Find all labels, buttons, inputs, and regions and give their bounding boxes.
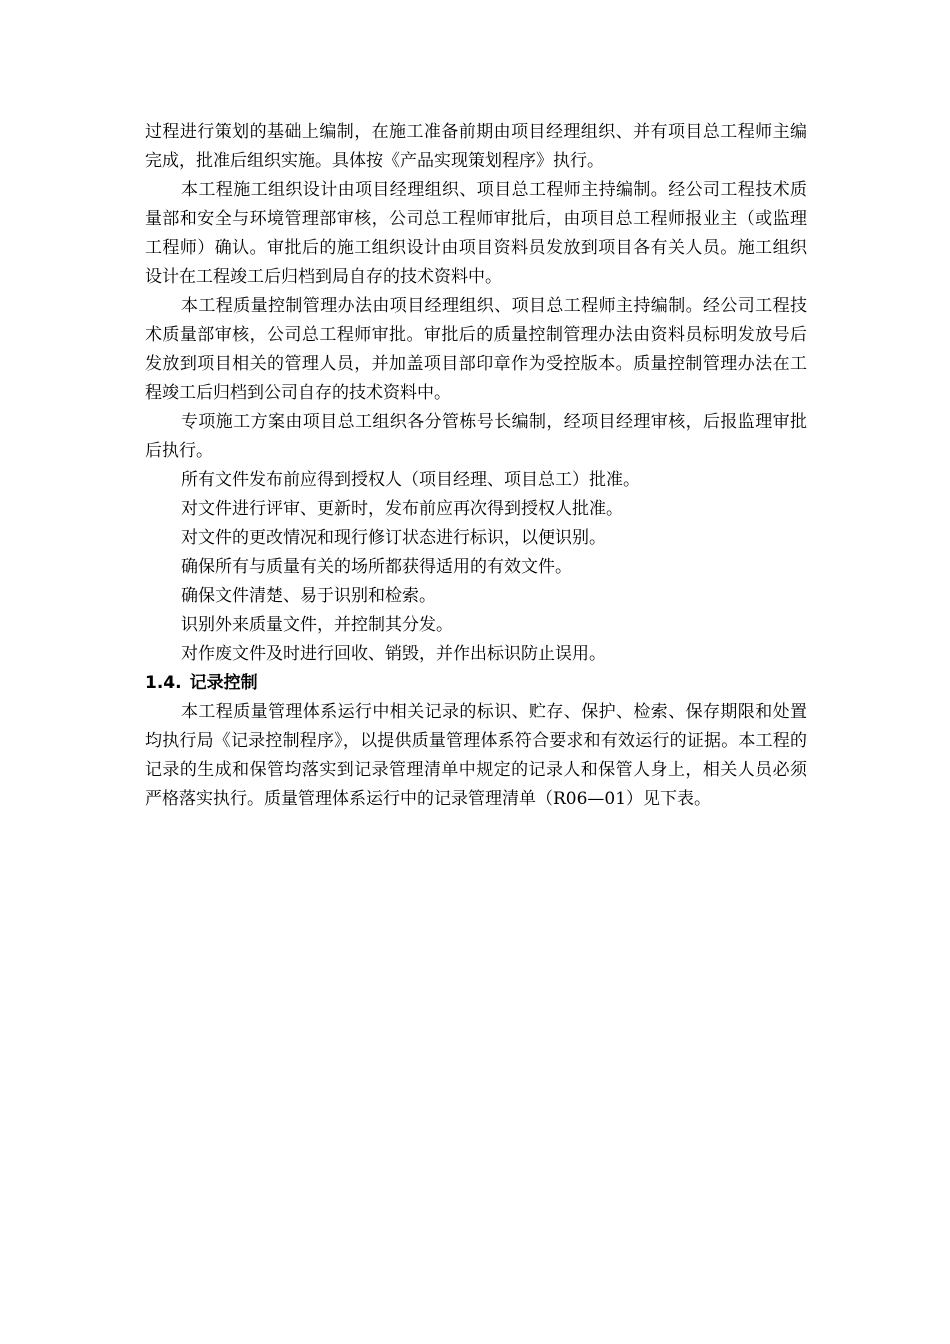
list-item: 对作废文件及时进行回收、销毁，并作出标识防止误用。 bbox=[181, 644, 606, 664]
paragraph: 本工程施工组织设计由项目经理组织、项目总工程师主持编制。经公司工程技术质量部和安全与环境管理部审核，公司总工程师审批后，由项目总工程师报业主（或监理工程师）确认。审批后的施工组织设计由项目资料员发放到项目各有关人员。施工组织设计在工程竣工后归档到局自存的技术资料中。 bbox=[145, 180, 807, 287]
paragraph: 过程进行策划的基础上编制，在施工准备前期由项目经理组织、并有项目总工程师主编完成，批准后组织实施。具体按《产品实现策划程序》执行。 bbox=[145, 122, 807, 171]
paragraph: 本工程质量控制管理办法由项目经理组织、项目总工程师主持编制。经公司工程技术质量部审核，公司总工程师审批。审批后的质量控制管理办法由资料员标明发放号后发放到项目相关的管理人员，并加盖项目部印章作为受控版本。质量控制管理办法在工程竣工后归档到公司自存的技术资料中。 bbox=[145, 296, 807, 403]
document-page bbox=[145, 118, 807, 814]
list-item: 确保文件清楚、易于识别和检索。 bbox=[181, 586, 436, 606]
list-item: 对文件的更改情况和现行修订状态进行标识，以便识别。 bbox=[181, 528, 606, 548]
list-item: 确保所有与质量有关的场所都获得适用的有效文件。 bbox=[181, 557, 572, 577]
section-heading bbox=[145, 669, 807, 698]
list-item: 对文件进行评审、更新时，发布前应再次得到授权人批准。 bbox=[181, 499, 623, 519]
section-title: 记录控制 bbox=[189, 673, 258, 693]
list-item: 所有文件发布前应得到授权人（项目经理、项目总工）批准。 bbox=[181, 470, 640, 490]
list-item: 识别外来质量文件，并控制其分发。 bbox=[181, 615, 453, 635]
paragraph: 本工程质量管理体系运行中相关记录的标识、贮存、保护、检索、保存期限和处置均执行局《记录控制程序》，以提供质量管理体系符合要求和有效运行的证据。本工程的记录的生成和保管均落实到记录管理清单中规定的记录人和保管人身上，相关人员必须严格落实执行。质量管理体系运行中的记录管理清单（R06—01）见下表。 bbox=[145, 702, 807, 809]
paragraph: 专项施工方案由项目总工组织各分管栋号长编制，经项目经理审核，后报监理审批后执行。 bbox=[145, 412, 807, 461]
section-number: 1.4. bbox=[145, 673, 182, 693]
